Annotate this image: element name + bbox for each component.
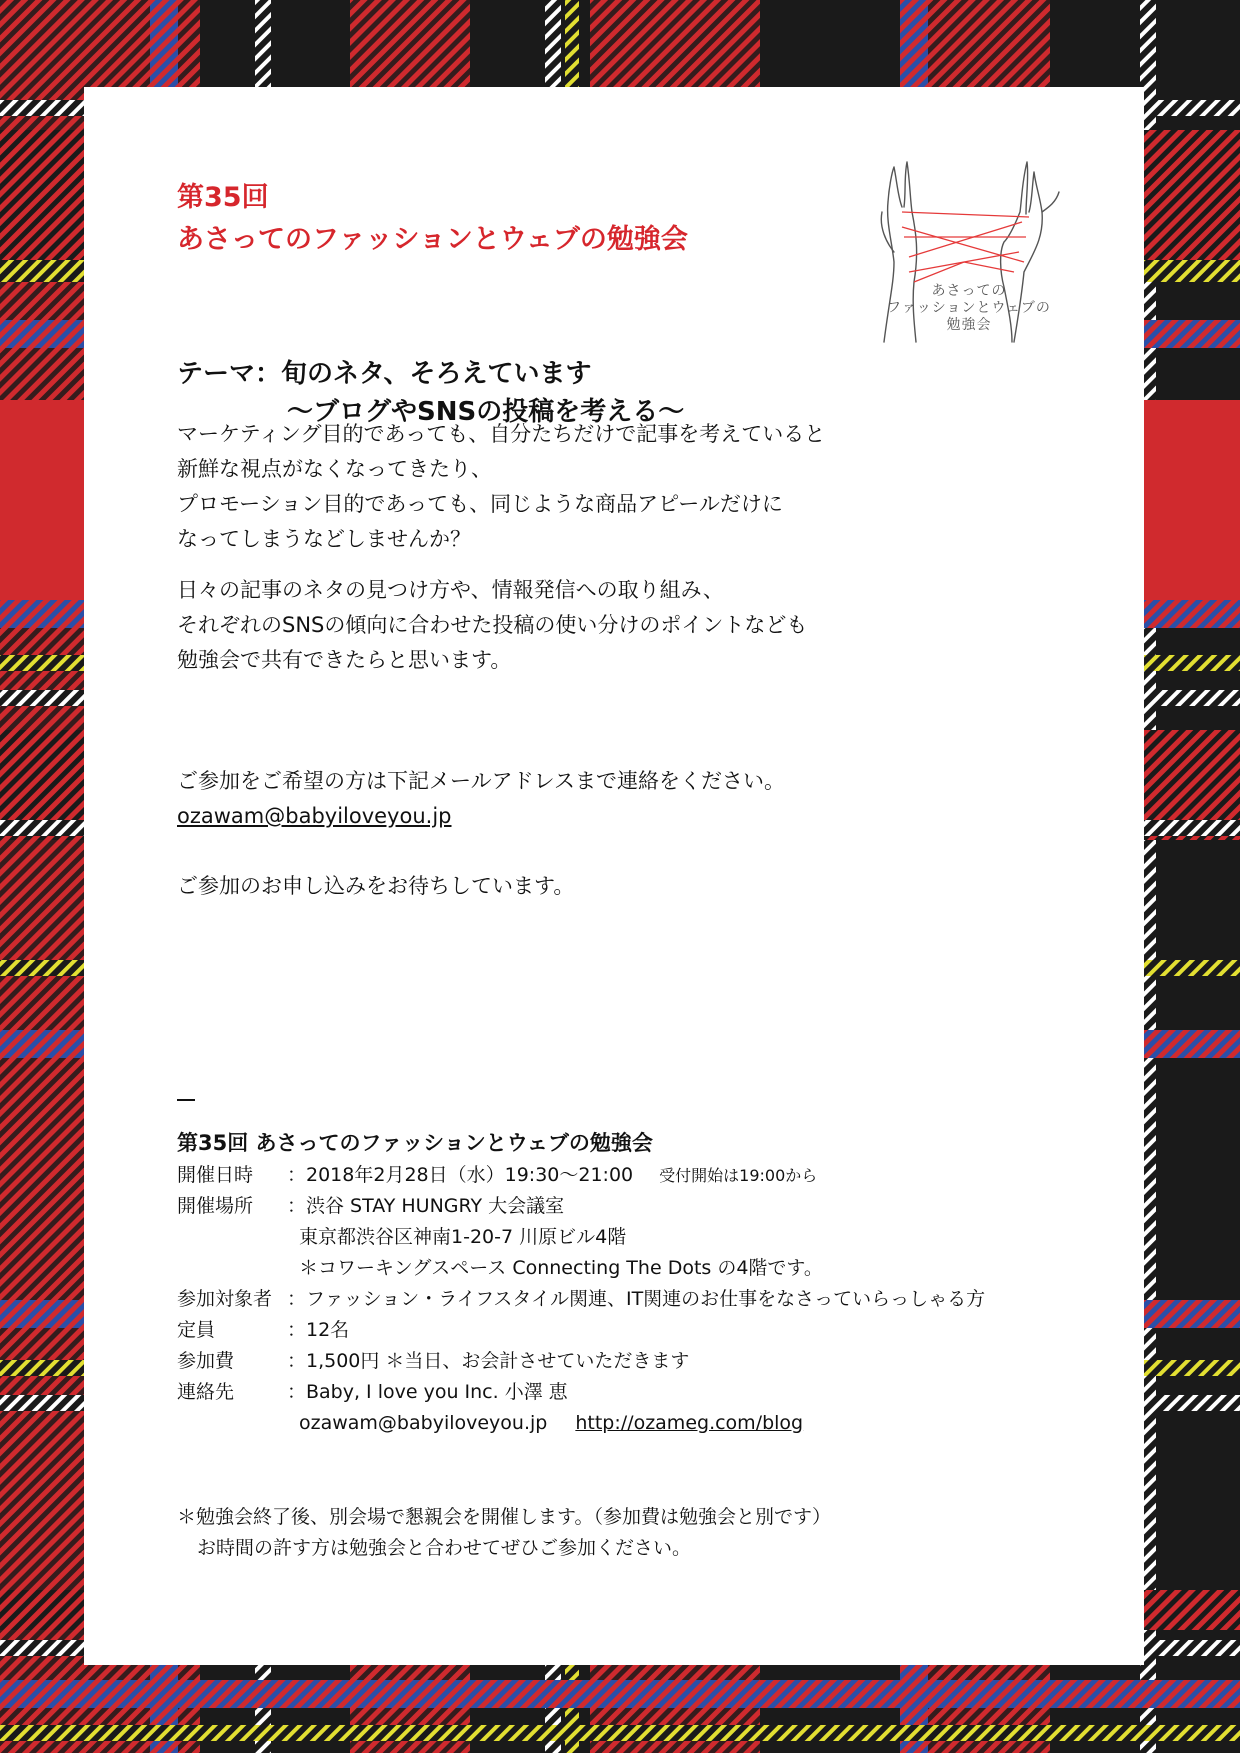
contact-request: ご参加をご希望の方は下記メールアドレスまで連絡をください。 xyxy=(177,769,785,793)
text-line: なってしまうなどしませんか？ xyxy=(177,527,471,551)
text-line: 新鮮な視点がなくなってきたり、 xyxy=(177,457,492,481)
detail-row-capacity xyxy=(177,1315,985,1346)
detail-note: 受付開始は19:00から xyxy=(659,1166,818,1185)
event-title: あさってのファッションとウェブの勉強会 xyxy=(177,224,688,255)
text-line: 日々の記事のネタの見つけ方や、情報発信への取り組み、 xyxy=(177,578,724,602)
contact-block xyxy=(177,764,785,904)
details-title: 第35回 あさってのファッションとウェブの勉強会 xyxy=(177,1131,653,1155)
section-divider xyxy=(177,1099,195,1101)
theme-line: テーマ：旬のネタ、そろえています xyxy=(177,359,592,389)
contact-email-text: ozawam@babyiloveyou.jp xyxy=(299,1412,548,1434)
detail-row-target xyxy=(177,1284,985,1315)
logo-text xyxy=(864,283,1074,334)
detail-value: ：ファッション・ライフスタイル関連、IT関連のお仕事をなさっていらっしゃる方 xyxy=(287,1288,986,1310)
text-line: 勉強会で共有できたらと思います。 xyxy=(177,648,512,672)
detail-value: ：2018年2月28日（水）19:30〜21:00 xyxy=(287,1164,634,1186)
detail-row-fee xyxy=(177,1346,985,1377)
detail-value: ：12名 xyxy=(287,1319,350,1341)
detail-row-address xyxy=(177,1222,985,1253)
text-line: それぞれのSNSの傾向に合わせた投稿の使い分けのポイントなども xyxy=(177,613,808,637)
text-line: マーケティング目的であっても、自分たちだけで記事を考えていると xyxy=(177,422,826,446)
detail-row-contact-links xyxy=(177,1408,985,1439)
detail-value: ：Baby, I love you Inc. 小澤 恵 xyxy=(287,1381,568,1403)
detail-value: ＊コワーキングスペース Connecting The Dots の4階です。 xyxy=(299,1257,823,1279)
detail-row-venue-note xyxy=(177,1253,985,1284)
detail-row-venue xyxy=(177,1191,985,1222)
footnote xyxy=(177,1502,831,1564)
detail-label: 連絡先 xyxy=(177,1381,235,1403)
theme-subtitle: 〜ブログやSNSの投稿を考える〜 xyxy=(287,397,685,427)
detail-value: 東京都渋谷区神南1-20-7 川原ビル4階 xyxy=(299,1226,627,1248)
flyer-sheet xyxy=(84,87,1144,1665)
logo-text-line: あさっての xyxy=(931,283,1007,299)
detail-value: ：渋谷 STAY HUNGRY 大会議室 xyxy=(287,1195,565,1217)
detail-label: 参加費 xyxy=(177,1350,235,1372)
contact-closing: ご参加のお申し込みをお待ちしています。 xyxy=(177,874,575,898)
detail-label: 定員 xyxy=(177,1319,216,1341)
event-details xyxy=(177,1160,985,1439)
intro-paragraph-2 xyxy=(177,573,807,678)
footnote-line: お時間の許す方は勉強会と合わせてぜひご参加ください。 xyxy=(197,1537,692,1559)
intro-paragraph-1 xyxy=(177,417,825,557)
detail-value: ：1,500円 ＊当日、お会計させていただきます xyxy=(287,1350,690,1372)
text-line: プロモーション目的であっても、同じような商品アピールだけに xyxy=(177,492,783,516)
contact-email-link[interactable]: ozawam@babyiloveyou.jp xyxy=(177,804,452,828)
logo-text-line: 勉強会 xyxy=(946,317,992,333)
event-number: 第35回 xyxy=(177,182,269,213)
detail-label: 参加対象者 xyxy=(177,1288,273,1310)
detail-label: 開催場所 xyxy=(177,1195,254,1217)
logo-text-line: ファッションとウェブの xyxy=(887,300,1051,316)
blog-link[interactable]: http://ozameg.com/blog xyxy=(575,1412,804,1434)
detail-label: 開催日時 xyxy=(177,1164,254,1186)
detail-row-contact xyxy=(177,1377,985,1408)
detail-row-date xyxy=(177,1160,985,1191)
footnote-line: ＊勉強会終了後、別会場で懇親会を開催します。（参加費は勉強会と別です） xyxy=(177,1506,831,1528)
